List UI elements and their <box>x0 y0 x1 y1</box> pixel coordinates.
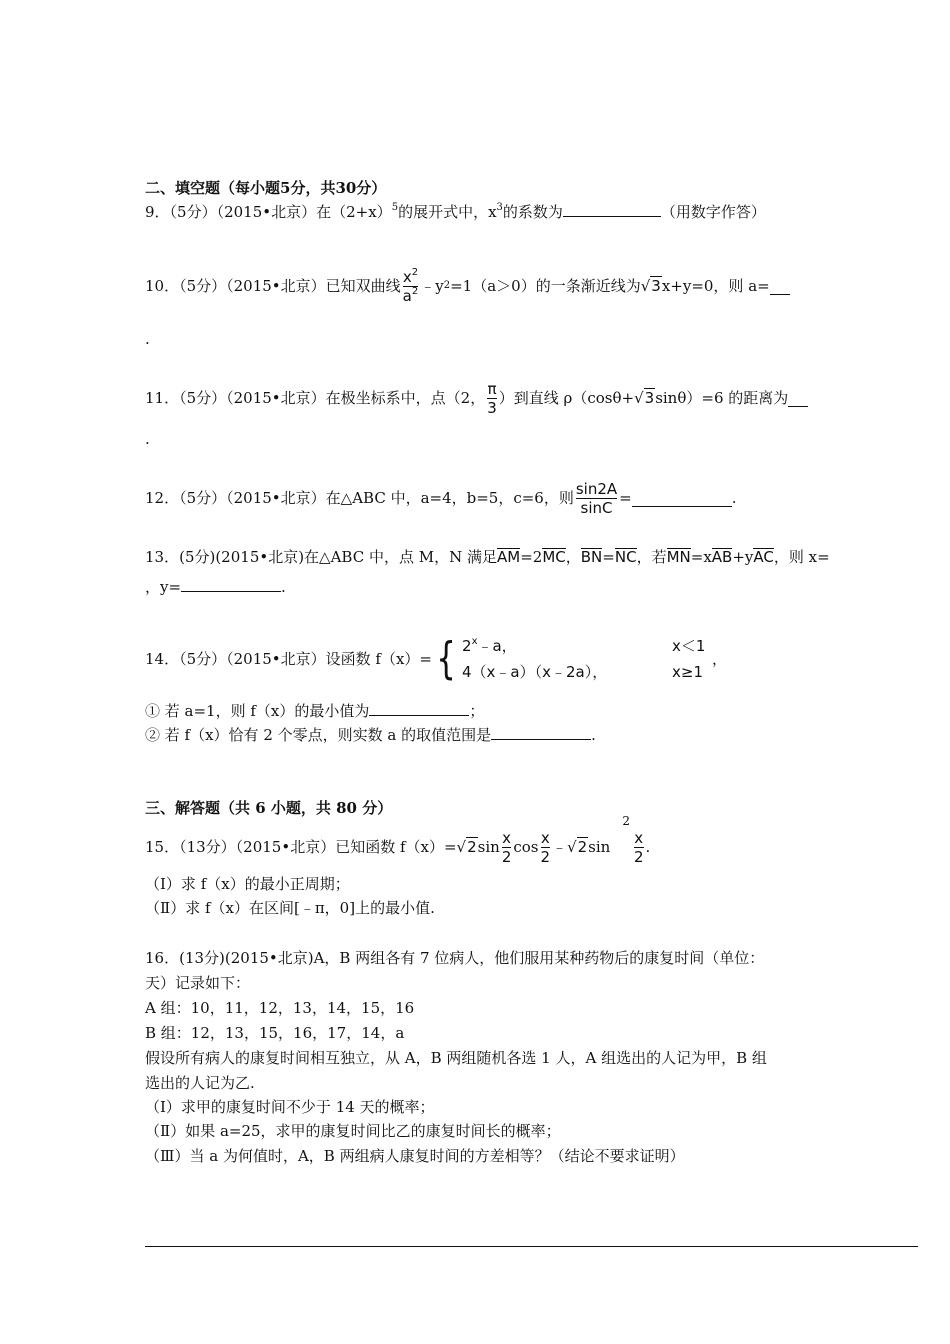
vector-mn: MN <box>666 548 691 566</box>
question-14-sub2: ② 若 f（x）恰有 2 个零点，则实数 a 的取值范围是 . <box>145 723 596 746</box>
fraction: $\frac{\sin 2A}{\sin C}$ <box>575 479 618 517</box>
sqrt-symbol: √2 <box>567 838 588 856</box>
piecewise-function: { 2$^x$﹣a， x＜1 4（x﹣a）（x﹣2a）， x≥1 <box>436 633 706 684</box>
vector-ac: AC <box>753 548 774 566</box>
answer-blank[interactable] <box>770 278 790 295</box>
question-13: 13．(5分)(2015•北京)在△ABC 中，点 M，N 满足AM=2MC，BN=NC，若MN=xAB+yAC，则 x= <box>145 548 830 566</box>
squared-fraction: 2 $\frac{x}{2}$ <box>622 813 644 866</box>
sqrt-symbol: √3 <box>634 389 655 407</box>
fraction: $\frac{x}{2}$ <box>501 828 512 866</box>
question-16-line5: 假设所有病人的康复时间相互独立，从 A，B 两组随机各选 1 人，A 组选出的人记为甲，B 组 <box>145 1049 767 1067</box>
sqrt-symbol: √3 <box>640 277 661 295</box>
question-16-line1: 16．(13分)(2015•北京)A，B 两组各有 7 位病人，他们服用某种药物后的康复时间（单位： <box>145 949 765 967</box>
question-9: 9．（5分）（2015•北京）在$(2+x)^5$的展开式中，$x^3$的系数为 （用数字作答） <box>145 202 766 221</box>
question-16-group-b: B 组：12，13，15，16，17，14，a <box>145 1024 405 1042</box>
vector-ab: AB <box>711 548 733 566</box>
footer-divider <box>145 1246 918 1247</box>
question-11-dot: . <box>145 430 150 448</box>
section-3-heading: 三、解答题（共 6 小题，共 80 分） <box>145 799 393 817</box>
question-14-sub1: ① 若 a=1，则 f（x）的最小值为 ； <box>145 699 484 722</box>
answer-blank[interactable] <box>491 723 591 740</box>
question-16-part3: （Ⅲ）当 a 为何值时，A，B 两组病人康复时间的方差相等？（结论不要求证明） <box>145 1147 685 1165</box>
question-14: 14．（5分）（2015•北京）设函数 f（x）= { 2$^x$﹣a， x＜1 4（x﹣a）（x﹣2a）， x≥1 ， <box>145 633 728 684</box>
question-10-dot: . <box>145 330 150 348</box>
answer-blank[interactable] <box>563 200 661 217</box>
answer-blank[interactable] <box>181 575 281 592</box>
question-15-part1: （Ⅰ）求 f（x）的最小正周期； <box>145 875 350 893</box>
question-15-part2: （Ⅱ）求 f（x）在区间[﹣π，0]上的最小值. <box>145 899 435 917</box>
fraction: $\frac{x^2}{a^2}$ <box>402 266 419 305</box>
question-16-line2: 天）记录如下： <box>145 974 251 992</box>
question-10: 10．（5分）（2015•北京）已知双曲线 $\frac{x^2}{a^2}$ ﹣y 2 =1（a＞0）的一条渐近线为 √3 x+y=0，则 a= <box>145 262 790 310</box>
answer-blank[interactable] <box>369 699 469 716</box>
vector-am: AM <box>497 548 521 566</box>
question-15: 15．（13分）（2015•北京）已知函数 f（x）= √2 sin $\frac{x}{2}$ cos $\frac{x}{2}$ ﹣ √2 sin 2 $\frac{x}{2}$ . <box>145 813 651 866</box>
answer-blank[interactable] <box>632 490 732 507</box>
question-11: 11．（5分）（2015•北京）在极坐标系中，点（2， $\frac{\pi}{3}$ ）到直线 ρ（cosθ+ √3 sinθ）=6 的距离为 <box>145 374 808 422</box>
fraction: $\frac{x}{2}$ <box>540 828 551 866</box>
question-16-part1: （Ⅰ）求甲的康复时间不少于 14 天的概率； <box>145 1098 435 1116</box>
left-brace: { <box>436 633 456 684</box>
vector-nc: NC <box>614 548 637 566</box>
question-13-line2: ，y= . <box>145 575 286 598</box>
question-16-part2: （Ⅱ）如果 a=25，求甲的康复时间比乙的康复时间长的概率； <box>145 1122 561 1140</box>
vector-mc: MC <box>542 548 566 566</box>
vector-bn: BN <box>580 548 603 566</box>
fraction: $\frac{\pi}{3}$ <box>487 379 497 417</box>
question-12: 12．（5分）（2015•北京）在△ABC 中，a=4，b=5，c=6，则 $\frac{\sin 2A}{\sin C}$ = . <box>145 479 737 517</box>
question-16-group-a: A 组：10，11，12，13，14，15，16 <box>145 999 415 1017</box>
answer-blank[interactable] <box>788 390 808 407</box>
question-16-line6: 选出的人记为乙. <box>145 1074 255 1092</box>
sqrt-symbol: √2 <box>456 838 477 856</box>
section-2-heading: 二、填空题（每小题5分，共30分） <box>145 179 387 197</box>
